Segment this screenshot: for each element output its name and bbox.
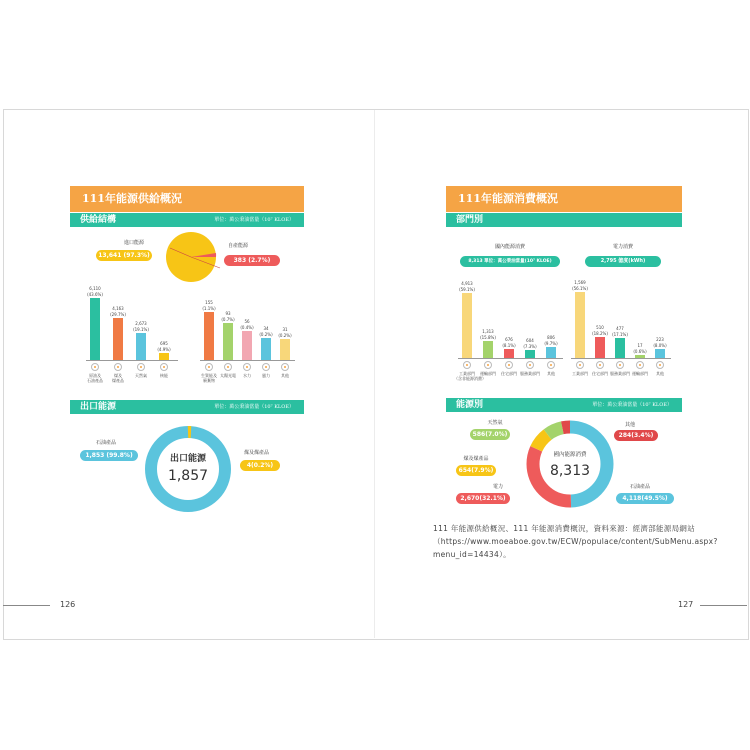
bar-category-label: 生質能及 廢棄物 <box>201 373 217 383</box>
category-icon <box>505 361 513 369</box>
supply-structure-header <box>70 213 304 227</box>
bar-percent-label: (18.2%) <box>592 330 608 336</box>
domestic-label: 自產能源 <box>228 243 249 249</box>
bar-power-bars-2 <box>615 338 625 358</box>
bar-category-label: 其他 <box>281 373 289 378</box>
category-icon <box>656 361 664 369</box>
bar-value-label: 17 <box>637 343 643 348</box>
energy-type-header <box>446 398 682 412</box>
category-icon <box>160 363 168 371</box>
bar-axis-line <box>200 360 295 361</box>
bar-value-label: 604 <box>526 338 534 343</box>
bar-value-label: 34 <box>263 325 269 331</box>
bar-value-label: 477 <box>616 325 624 331</box>
supply-unit-text: 單位：萬公秉油當量（10⁷ KLOE） <box>214 217 294 223</box>
consumption-center-value: 8,313 <box>549 463 591 479</box>
export-coal-pill: 4(0.2%) <box>240 460 280 471</box>
bar-percent-label: (43.6%) <box>87 292 103 297</box>
bar-domestic-bars-1 <box>223 323 233 360</box>
bar-domestic-bars-3 <box>261 338 271 360</box>
bar-axis-line <box>86 360 178 361</box>
supply-page-title: 111年能源供給概況 <box>82 192 182 205</box>
category-icon <box>484 361 492 369</box>
bar-import-bars-1 <box>113 318 123 360</box>
bar-value-label: 4,163 <box>112 305 124 311</box>
category-icon <box>281 363 289 371</box>
energy-type-heading: 能源別 <box>456 400 484 410</box>
bar-category-label: 服務業部門 <box>520 371 540 376</box>
bar-value-label: 510 <box>596 324 604 330</box>
bar-percent-label: (8.0%) <box>653 342 667 348</box>
bar-category-label: 天然氣 <box>135 373 147 378</box>
bar-category-label: 服務業部門 <box>610 371 630 376</box>
bar-import-bars-2 <box>136 333 146 360</box>
bar-category-label: 煤及 煤產品 <box>112 373 124 383</box>
bar-category-label: 住宅部門 <box>501 371 517 376</box>
bar-category-label: 運輸部門 <box>632 371 648 376</box>
import-label: 進口能源 <box>123 240 144 246</box>
bar-percent-label: (59.1%) <box>459 287 475 292</box>
left-page-number: 126 <box>60 600 76 609</box>
bar-value-label: 56 <box>244 319 250 325</box>
bar-category-label: 工業部門 <box>572 371 588 376</box>
domestic-value-pill: 383 (2.7%) <box>224 255 280 266</box>
bar-value-label: 806 <box>547 335 555 341</box>
category-icon <box>547 361 555 369</box>
bar-category-label: 太陽光電 <box>220 373 236 378</box>
power-consumption-title: 電力消費 <box>612 244 633 250</box>
bar-percent-label: (9.7%) <box>544 341 558 347</box>
category-icon <box>114 363 122 371</box>
bar-category-label: 住宅部門 <box>592 371 608 376</box>
category-icon <box>636 361 644 369</box>
electricity-label: 電力 <box>492 484 503 490</box>
bar-domestic-bars-4 <box>280 339 290 360</box>
bar-percent-label: (0.4%) <box>240 325 254 331</box>
export-header <box>70 400 304 414</box>
bar-category-label: 工業部門 （含非能源消費） <box>454 371 486 381</box>
bar-axis-line <box>571 358 671 359</box>
bar-percent-label: (7.3%) <box>523 344 537 349</box>
bar-axis-line <box>458 358 563 359</box>
bar-import-bars-3 <box>159 353 169 360</box>
bar-percent-label: (8.1%) <box>502 343 516 349</box>
coal-pill: 654(7.9%) <box>456 465 496 476</box>
category-icon <box>616 361 624 369</box>
bar-percent-label: (0.2%) <box>259 331 273 337</box>
bar-category-label: 其他 <box>656 371 664 376</box>
export-petroleum-pill: 1,853 (99.8%) <box>80 450 138 461</box>
bar-percent-label: (19.1%) <box>133 326 149 332</box>
source-caption: 111 年能源供給概況、111 年能源消費概況，資料來源：經濟部能源局網站（https://www.moeaboe.gov.tw/ECW/populace/content/SubMenu.aspx?menu_id=14434）。 <box>433 524 718 559</box>
bar-value-label: 676 <box>505 337 513 343</box>
bar-energy-bars-4 <box>546 347 556 358</box>
natural-gas-label: 天然氣 <box>487 420 503 426</box>
supply-structure-heading: 供給結構 <box>80 215 117 225</box>
bar-category-label: 風力 <box>262 373 270 378</box>
bar-percent-label: (29.7%) <box>110 311 126 317</box>
bar-value-label: 31 <box>282 326 288 332</box>
bar-percent-label: (56.1%) <box>572 286 588 291</box>
bar-value-label: 93 <box>225 310 231 316</box>
bar-value-label: 2,673 <box>135 320 147 326</box>
bar-value-label: 1,313 <box>482 328 494 334</box>
electricity-pill: 2,670(32.1%) <box>456 493 510 504</box>
bar-energy-bars-2 <box>504 349 514 358</box>
bar-power-bars-0 <box>575 292 585 358</box>
bar-import-bars-0 <box>90 298 100 360</box>
sector-heading: 部門別 <box>456 215 484 225</box>
coal-label: 煤及煤產品 <box>463 456 489 462</box>
petroleum-pill: 4,118(49.5%) <box>616 493 674 504</box>
bar-power-bars-1 <box>595 337 605 358</box>
bar-category-label: 原油及 石油產品 <box>87 373 103 383</box>
bar-energy-bars-0 <box>462 293 472 358</box>
supply-title-bar <box>70 186 304 212</box>
bar-category-label: 運輸部門 <box>480 371 496 376</box>
other-pill: 284(3.4%) <box>614 430 658 441</box>
right-page-number: 127 <box>678 600 694 609</box>
category-icon <box>91 363 99 371</box>
bar-value-label: 155 <box>205 300 213 305</box>
natural-gas-pill: 586(7.0%) <box>470 429 510 440</box>
bar-percent-label: (4.9%) <box>157 346 171 352</box>
bar-value-label: 695 <box>160 340 168 346</box>
bar-power-bars-4 <box>655 349 665 358</box>
consumption-page-title: 111年能源消費概況 <box>458 192 558 205</box>
bar-percent-label: (0.2%) <box>278 332 292 338</box>
category-icon <box>243 363 251 371</box>
bar-value-label: 6,110 <box>89 286 101 291</box>
export-center-label: 出口能源 <box>169 454 206 464</box>
export-heading: 出口能源 <box>80 402 117 412</box>
domestic-consumption-pill: 8,313 單位：萬公秉油當量(10⁷ KLOE) <box>460 256 560 267</box>
other-label: 其他 <box>624 422 635 428</box>
bar-category-label: 其他 <box>547 371 555 376</box>
petroleum-label: 石油產品 <box>629 484 650 490</box>
sector-header <box>446 213 682 227</box>
bar-value-label: 4,913 <box>461 281 473 286</box>
category-icon <box>205 363 213 371</box>
bar-percent-label: (15.8%) <box>480 334 496 340</box>
bar-value-label: 223 <box>656 336 664 342</box>
category-icon <box>262 363 270 371</box>
consumption-title-bar <box>446 186 682 212</box>
import-value-pill: 13,641 (97.3%) <box>96 250 152 261</box>
bar-percent-label: (17.1%) <box>612 331 628 337</box>
export-coal-label: 煤及煤產品 <box>244 450 270 456</box>
bar-category-label: 水力 <box>243 373 251 378</box>
bar-energy-bars-3 <box>525 350 535 358</box>
consumption-center-label: 國內能源消費 <box>553 452 587 458</box>
bar-percent-label: (1.1%) <box>202 306 216 311</box>
export-center-value: 1,857 <box>167 468 209 484</box>
export-unit-text: 單位：萬公秉油當量（10⁷ KLOE） <box>214 404 294 410</box>
bar-domestic-bars-2 <box>242 331 252 360</box>
category-icon <box>576 361 584 369</box>
domestic-consumption-title: 國內能源消費 <box>494 244 525 250</box>
category-icon <box>526 361 534 369</box>
spine-divider <box>374 110 375 638</box>
right-footer-rule <box>700 605 747 606</box>
bar-percent-label: (0.7%) <box>221 316 235 322</box>
left-footer-rule <box>3 605 50 606</box>
category-icon <box>463 361 471 369</box>
bar-domestic-bars-0 <box>204 312 214 360</box>
bar-category-label: 核能 <box>160 373 168 378</box>
bar-percent-label: (0.6%) <box>633 349 647 354</box>
bar-energy-bars-1 <box>483 341 493 358</box>
export-petroleum-label: 石油產品 <box>96 440 117 446</box>
category-icon <box>596 361 604 369</box>
power-consumption-pill: 2,795 億度(kWh) <box>585 256 661 267</box>
energy-type-unit-text: 單位：萬公秉油當量（10⁷ KLOE） <box>592 402 672 408</box>
category-icon <box>224 363 232 371</box>
category-icon <box>137 363 145 371</box>
bar-value-label: 1,569 <box>574 280 586 285</box>
